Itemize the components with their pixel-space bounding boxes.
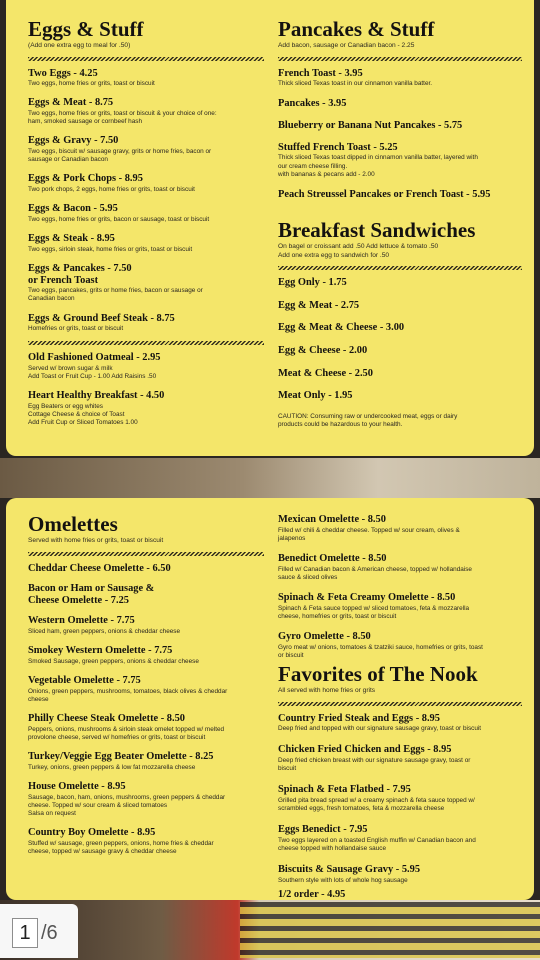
menu-item-description: Southern style with lots of whole hog sausage [278, 877, 408, 885]
menu-item-name: Biscuits & Sausage Gravy - 5.95 [278, 864, 421, 876]
menu-item-description: Grilled pita bread spread w/ a creamy spinach & feta sauce topped w/ scrambled eggs, fresh tomatoes, feta & mozzarella cheese [278, 797, 475, 813]
menu-item-name: Benedict Omelette - 8.50 [278, 553, 387, 565]
menu-item-description: Onions, green peppers, mushrooms, tomatoes, black olives & cheddar cheese [28, 687, 228, 703]
menu-item-name: Spinach & Feta Flatbed - 7.95 [278, 784, 411, 796]
menu-item [278, 322, 522, 334]
omelettes-section [28, 514, 264, 865]
menu-item-description: Two eggs, home fries or grits, toast or biscuit [28, 80, 155, 88]
menu-item-description: Two eggs, biscuit w/ sausage gravy, grits or home fries, bacon or sausage or Canadian bacon [28, 148, 212, 164]
menu-item [278, 553, 522, 582]
menu-item-name: Country Fried Steak and Eggs - 8.95 [278, 712, 440, 724]
menu-item-name: French Toast - 3.95 [278, 67, 363, 79]
menu-item-description: Egg Beaters or egg whites Cottage Cheese & choice of Toast Add Fruit Cup or Sliced Tomatoes 1.00 [28, 403, 138, 427]
menu-item-description: Filled w/ chili & cheddar cheese. Topped w/ sour cream, olives & jalapenos [278, 526, 460, 542]
menu-item [28, 390, 264, 427]
menu-item [278, 300, 522, 312]
pancakes-items [278, 68, 522, 201]
menu-item [278, 98, 522, 110]
menu-item-name: Egg & Meat - 2.75 [278, 299, 360, 311]
menu-item [278, 744, 522, 773]
menu-item-name: Eggs & Meat - 8.75 [28, 97, 114, 109]
menu-item [278, 142, 522, 179]
menu-item [278, 514, 522, 543]
favorites-section-note: All served with home fries or grits [278, 687, 376, 694]
menu-item-description: Two eggs, pancakes, grits or home fries, bacon or sausage or Canadian bacon [28, 287, 203, 303]
menu-item [28, 173, 264, 194]
divider [278, 266, 522, 270]
omelette-items [28, 563, 264, 857]
menu-item [278, 631, 522, 660]
divider [28, 552, 264, 556]
menu-item-description: Two pork chops, 2 eggs, home fries or grits, toast or biscuit [28, 186, 195, 194]
omelettes-column [28, 498, 264, 900]
menu-item-name: Peach Streussel Pancakes or French Toast - 5.95 [278, 188, 491, 200]
menu-item [278, 68, 522, 89]
menu-item-description: Spinach & Feta sauce topped w/ sliced tomatoes, feta & mozzarella cheese, homefries or grits, toast or biscuit [278, 604, 470, 620]
favorites-section [278, 664, 522, 901]
menu-item [28, 203, 264, 224]
menu-item-name: Gyro Omelette - 8.50 [278, 631, 371, 643]
menu-item-description: Two eggs, home fries or grits, toast or biscuit & your choice of one: ham, smoked sausage or cornbeef hash [28, 110, 217, 126]
divider [278, 57, 522, 61]
menu-item-name: Western Omelette - 7.75 [28, 615, 135, 627]
pancakes-section-note: Add bacon, sausage or Canadian bacon - 2.25 [278, 42, 415, 49]
menu-item-description: Stuffed w/ sausage, green peppers, onions, home fries & cheddar cheese, topped w/ sausage gravy & cheddar cheese [28, 839, 214, 856]
total-pages: /6 [41, 922, 58, 944]
divider [28, 341, 264, 345]
menu-item-description: Two eggs layered on a toasted English muffin w/ Canadian bacon and cheese topped with hollandaise sauce [278, 837, 476, 853]
menu-item [278, 864, 522, 885]
menu-item [278, 784, 522, 813]
menu-item-name: Eggs & Bacon - 5.95 [28, 203, 118, 215]
menu-item [278, 120, 522, 132]
menu-item [28, 713, 264, 742]
menu-item-name: Eggs & Pork Chops - 8.95 [28, 173, 143, 185]
menu-item [278, 713, 522, 734]
menu-item [28, 97, 264, 126]
half-order-price: 1/2 order - 4.95 [278, 889, 346, 901]
menu-item-description: Sausage, bacon, ham, onions, mushrooms, green peppers & cheddar cheese. Topped w/ sour cream & sliced tomatoes Salsa on request [28, 793, 226, 818]
menu-item [28, 615, 264, 636]
menu-item-description: Homefries or grits, toast or biscuit [28, 325, 124, 333]
menu-item [28, 233, 264, 254]
eggs-section-note: (Add one extra egg to meal for .50) [28, 42, 131, 49]
menu-item-name: Vegetable Omelette - 7.75 [28, 675, 141, 687]
menu-item-name: Egg & Cheese - 2.00 [278, 345, 368, 357]
menu-item [28, 263, 264, 304]
sandwiches-section [278, 220, 522, 429]
decorative-stripes [240, 902, 540, 958]
menu-item [278, 189, 522, 201]
menu-item-name: Pancakes - 3.95 [278, 98, 347, 110]
menu-item-name: Country Boy Omelette - 8.95 [28, 827, 156, 839]
sandwiches-section-title: Breakfast Sandwiches [278, 218, 476, 242]
menu-item-description: Deep fried chicken breast with our signature sausage gravy, toast or biscuit [278, 757, 471, 773]
menu-item-description: Thick sliced Texas toast dipped in cinnamon vanilla batter, layered with our cream cheese filling. with bananas & pecans add - 2.00 [278, 154, 478, 178]
eggs-section [28, 19, 264, 437]
menu-item-description: Two eggs, home fries or grits, bacon or sausage, toast or biscuit [28, 215, 210, 223]
specialty-omelettes [278, 514, 522, 670]
right-omelette-items [278, 514, 522, 660]
menu-item-description: Sliced ham, green peppers, onions & cheddar cheese [28, 628, 181, 636]
menu-item [28, 352, 264, 381]
eggs-items [28, 68, 264, 334]
menu-item-name: Eggs Benedict - 7.95 [278, 824, 368, 836]
divider [28, 57, 264, 61]
menu-item [28, 313, 264, 334]
menu-item-description: Turkey, onions, green peppers & low fat mozzarella cheese [28, 763, 196, 771]
menu-item-name: Meat Only - 1.95 [278, 390, 353, 402]
menu-item [28, 751, 264, 772]
menu-item-name: Eggs & Steak - 8.95 [28, 233, 115, 245]
menu-item-name: Blueberry or Banana Nut Pancakes - 5.75 [278, 120, 463, 132]
menu-item-name: Eggs & Ground Beef Steak - 8.75 [28, 312, 175, 324]
menu-item-name: Bacon or Ham or Sausage & Cheese Omelette - 7.25 [28, 583, 155, 606]
menu-page-2 [6, 498, 534, 900]
pancakes-column [278, 0, 522, 456]
menu-item-description: Deep fried and topped with our signature sausage gravy, toast or biscuit [278, 725, 482, 733]
menu-item-name: Turkey/Veggie Egg Beater Omelette - 8.25 [28, 751, 214, 763]
menu-item-name: Eggs & Pancakes - 7.50 or French Toast [28, 262, 132, 286]
menu-item [278, 368, 522, 380]
menu-item-name: Spinach & Feta Creamy Omelette - 8.50 [278, 592, 456, 604]
menu-item-name: Old Fashioned Oatmeal - 2.95 [28, 352, 161, 364]
right-column [278, 498, 522, 900]
menu-item [28, 68, 264, 89]
menu-item [278, 390, 522, 402]
menu-item-description: Filled w/ Canadian bacon & American cheese, topped w/ hollandaise sauce & sliced olives [278, 565, 472, 581]
menu-item [28, 135, 264, 164]
menu-item-description: Thick sliced Texas toast in our cinnamon vanilla batter. [278, 80, 433, 88]
pancakes-section-title: Pancakes & Stuff [278, 17, 435, 41]
menu-item [278, 277, 522, 289]
menu-item-description: Gyro meat w/ onions, tomatoes & tzatziki sauce, homefries or grits, toast or biscuit [278, 643, 483, 659]
menu-item-name: Philly Cheese Steak Omelette - 8.50 [28, 713, 185, 725]
menu-item-name: Egg & Meat & Cheese - 3.00 [278, 322, 405, 334]
favorites-section-title: Favorites of The Nook [278, 662, 478, 686]
pancakes-section [278, 19, 522, 211]
menu-item-description: Served w/ brown sugar & milk Add Toast or Fruit Cup - 1.00 Add Raisins .50 [28, 365, 157, 381]
menu-item [28, 563, 264, 575]
menu-item-description: Peppers, onions, mushrooms & sirloin steak omelet topped w/ melted provolone cheese, served w/ homefries or grits, toast or biscuit [28, 725, 225, 741]
menu-item [28, 645, 264, 666]
background-strip [0, 458, 540, 498]
menu-item-name: Stuffed French Toast - 5.25 [278, 141, 398, 153]
menu-item-name: Heart Healthy Breakfast - 4.50 [28, 390, 165, 402]
menu-item [278, 345, 522, 357]
omelettes-section-title: Omelettes [28, 512, 118, 536]
menu-item-name: Eggs & Gravy - 7.50 [28, 135, 119, 147]
menu-item [278, 592, 522, 621]
divider [278, 702, 522, 706]
menu-item-description: Smoked Sausage, green peppers, onions & cheddar cheese [28, 657, 199, 665]
current-page-input[interactable]: 1 [12, 918, 38, 948]
eggs-extras [28, 352, 264, 427]
menu-item [28, 781, 264, 818]
omelettes-section-note: Served with home fries or grits, toast or biscuit [28, 537, 164, 544]
menu-item [28, 675, 264, 704]
menu-item-name: Meat & Cheese - 2.50 [278, 367, 373, 379]
eggs-section-title: Eggs & Stuff [28, 17, 144, 41]
sandwiches-section-note: On bagel or croissant add .50 Add lettuce & tomato .50 Add one extra egg to sandwich for .50 [278, 243, 439, 259]
menu-item-name: Egg Only - 1.75 [278, 277, 347, 289]
menu-item [28, 583, 264, 606]
menu-item-name: Two Eggs - 4.25 [28, 67, 98, 79]
menu-item-name: Chicken Fried Chicken and Eggs - 8.95 [278, 744, 452, 756]
page-indicator [0, 904, 78, 958]
menu-item-name: House Omelette - 8.95 [28, 781, 126, 792]
menu-item-name: Cheddar Cheese Omelette - 6.50 [28, 562, 171, 574]
menu-item-name: Smokey Western Omelette - 7.75 [28, 645, 173, 657]
menu-item-name: Mexican Omelette - 8.50 [278, 514, 386, 525]
menu-item [28, 827, 264, 856]
menu-page-1 [6, 0, 534, 456]
eggs-column [28, 0, 264, 456]
sandwich-items [278, 277, 522, 402]
caution-note: CAUTION: Consuming raw or undercooked meat, eggs or dairy products could be hazardous to your health. [278, 412, 458, 429]
menu-item [278, 824, 522, 853]
menu-item-description: Two eggs, sirloin steak, home fries or grits, toast or biscuit [28, 245, 193, 253]
favorite-items [278, 713, 522, 886]
